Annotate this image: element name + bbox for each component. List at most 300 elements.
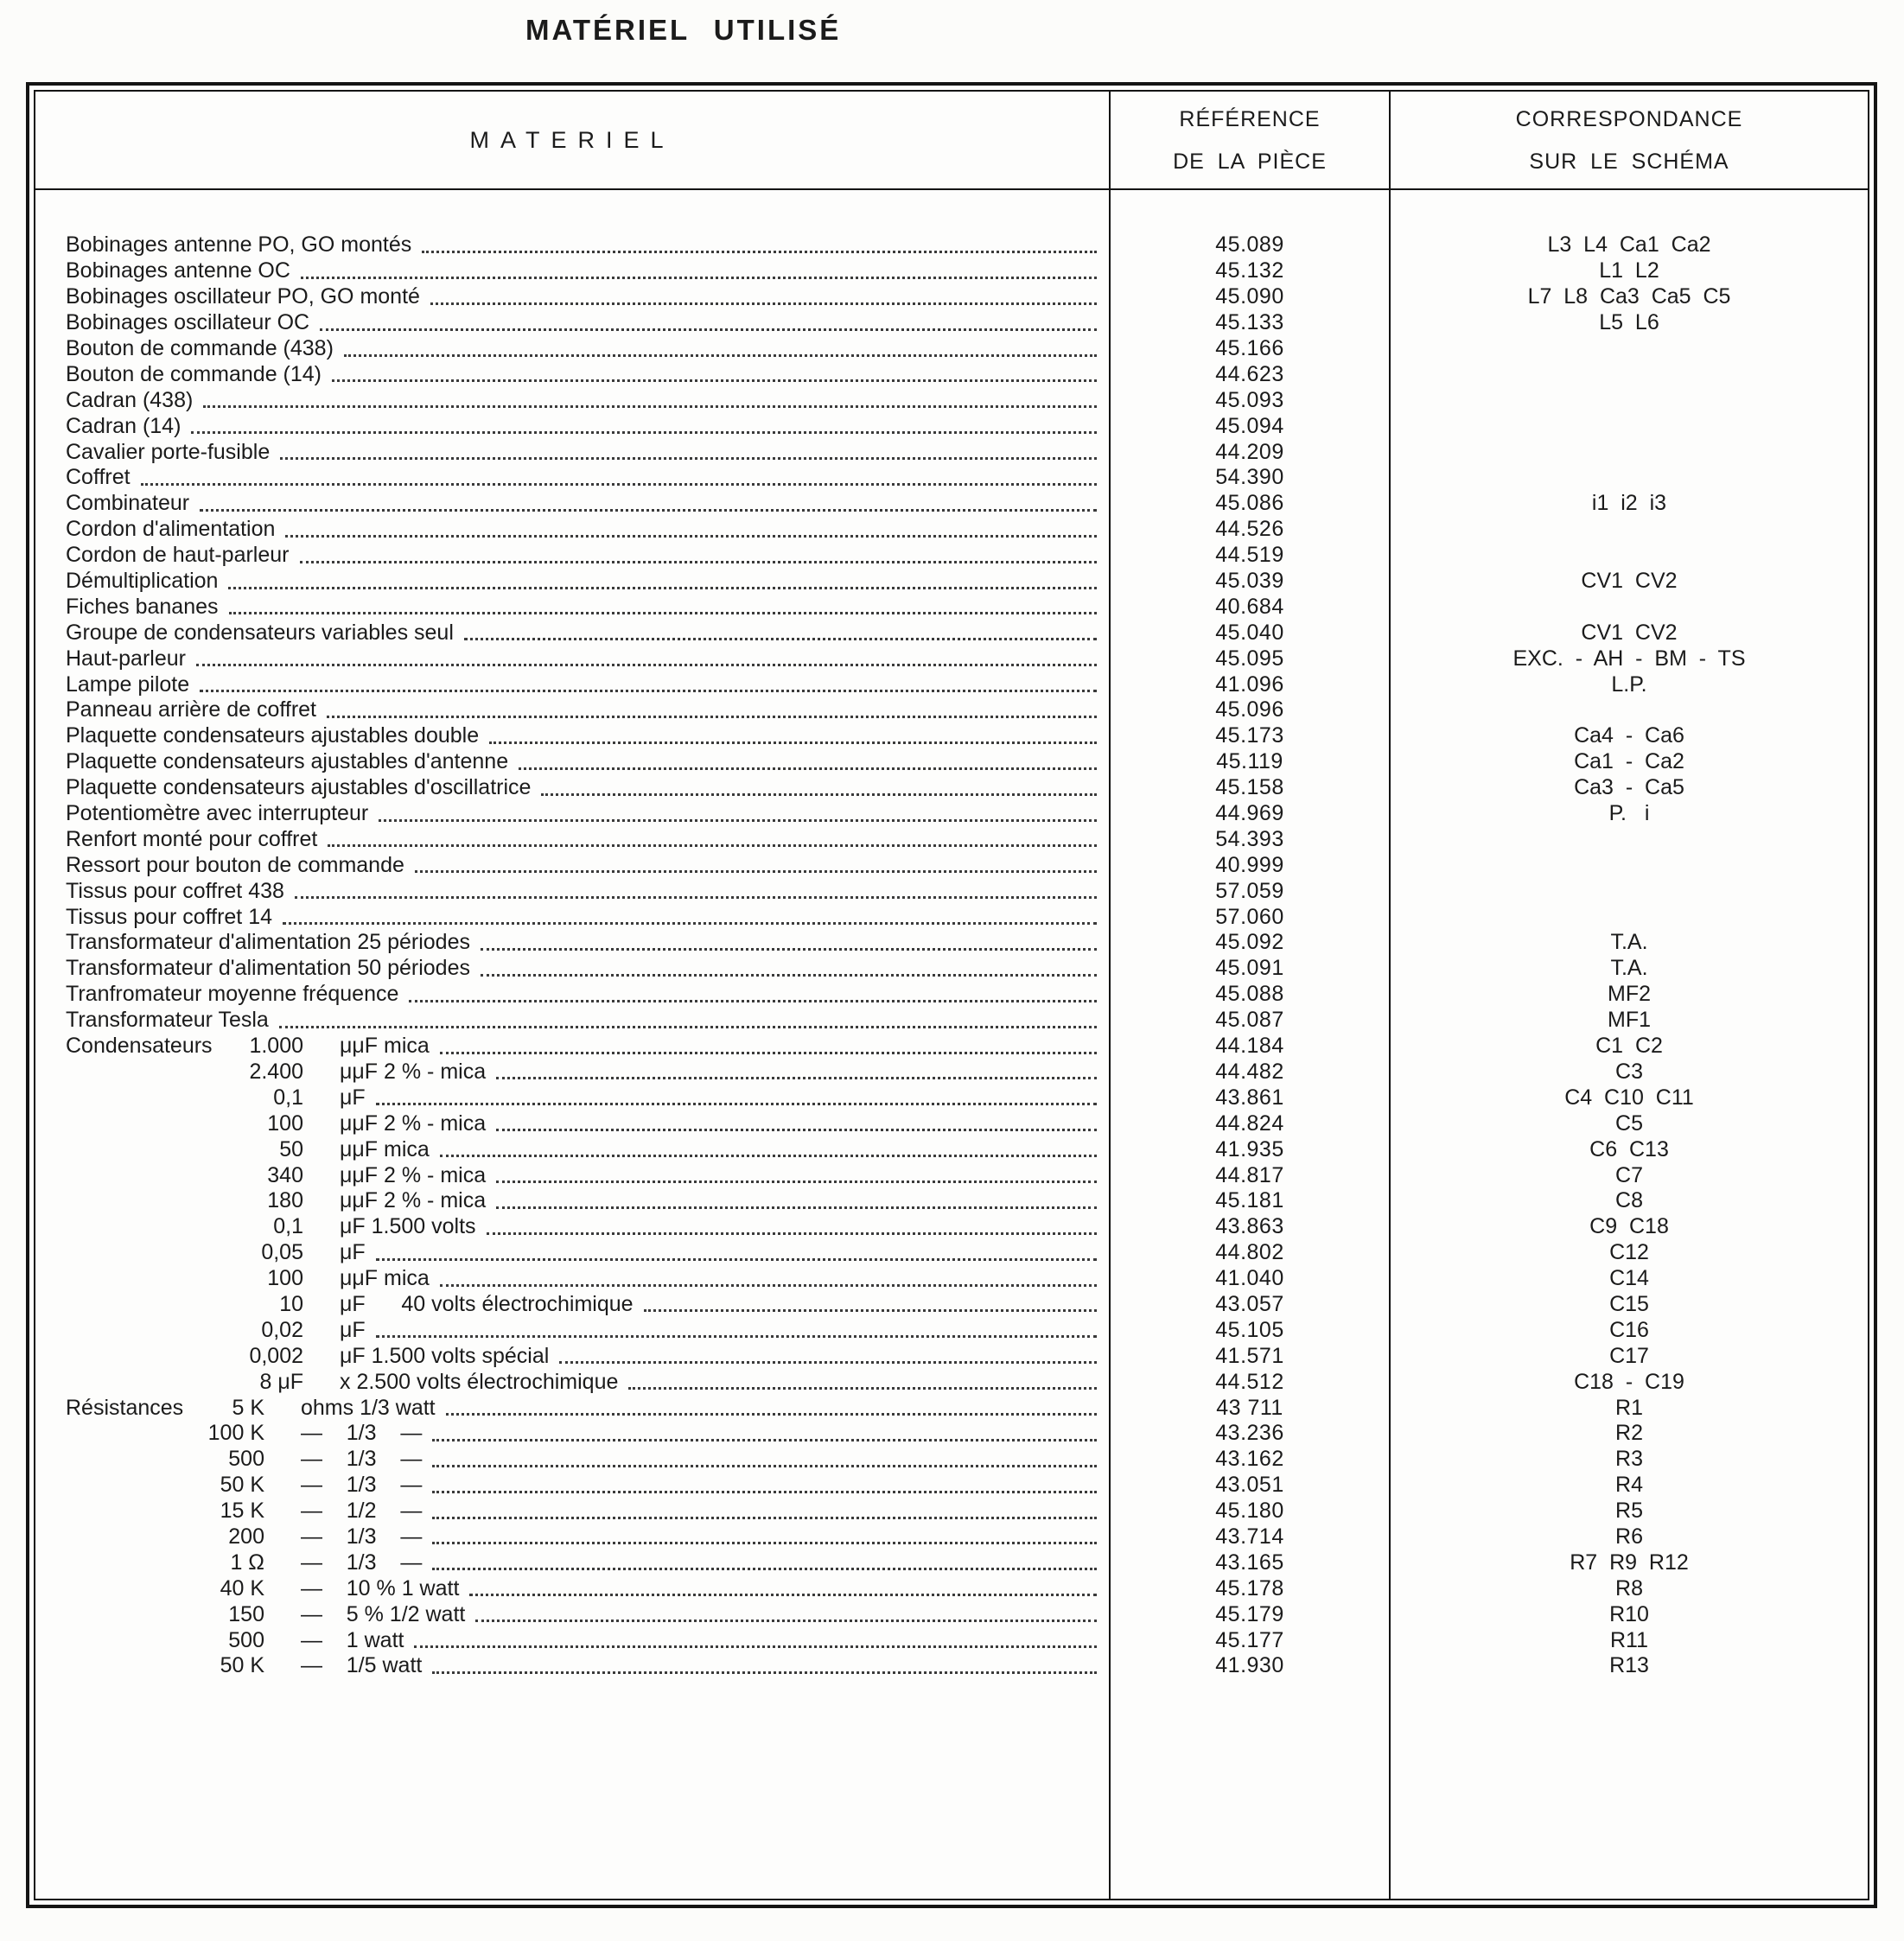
row-reference: 45.087 <box>1215 1008 1284 1033</box>
row-value: 0,1 <box>273 1214 303 1239</box>
row-reference: 43.861 <box>1215 1085 1284 1110</box>
row-materiel-cell <box>35 1008 1109 1033</box>
row-materiel-cell <box>35 1137 1109 1162</box>
row-schema: C3 <box>1615 1059 1643 1084</box>
dotted-leader <box>320 315 1097 331</box>
row-reference: 41.935 <box>1215 1136 1284 1161</box>
row-schema: P. i <box>1608 801 1650 826</box>
row-value: 0,05 <box>261 1240 303 1265</box>
row-materiel-cell <box>35 982 1109 1007</box>
row-materiel-cell <box>35 1344 1109 1369</box>
table-row <box>35 336 1868 362</box>
row-description: — 1/3 — <box>301 1473 423 1498</box>
row-value: 180 <box>267 1188 303 1213</box>
row-materiel-cell <box>35 1499 1109 1524</box>
row-materiel-cell <box>35 1524 1109 1550</box>
dotted-leader <box>440 1271 1097 1287</box>
dotted-leader <box>196 651 1097 666</box>
row-schema: Ca4 - Ca6 <box>1574 723 1684 748</box>
row-reference: 45.039 <box>1215 569 1284 594</box>
dotted-leader <box>300 548 1098 563</box>
row-reference: 45.132 <box>1215 258 1284 283</box>
row-reference: 45.091 <box>1215 956 1284 981</box>
row-reference: 44.184 <box>1215 1034 1284 1059</box>
row-label: Cavalier porte-fusible <box>66 439 271 464</box>
row-value: 40 K <box>220 1575 264 1601</box>
row-reference: 45.086 <box>1215 491 1284 516</box>
dotted-leader <box>229 599 1097 614</box>
table-row <box>35 1447 1868 1473</box>
row-schema: CV1 CV2 <box>1581 620 1678 645</box>
row-materiel-cell <box>35 646 1109 671</box>
row-description: — 1/3 — <box>301 1524 423 1549</box>
row-materiel-cell <box>35 440 1109 465</box>
row-value: 0,02 <box>261 1317 303 1342</box>
dotted-leader <box>327 703 1097 718</box>
row-schema: C6 C13 <box>1589 1136 1669 1161</box>
row-materiel-cell <box>35 1292 1109 1317</box>
table-header-row <box>35 92 1868 188</box>
row-reference: 45.089 <box>1215 232 1284 258</box>
table-row <box>35 284 1868 310</box>
dotted-leader <box>432 1426 1097 1441</box>
dotted-leader <box>430 290 1097 305</box>
row-reference: 45.105 <box>1215 1317 1284 1342</box>
row-label: Tissus pour coffret 14 <box>66 904 273 929</box>
row-label: Tissus pour coffret 438 <box>66 878 284 903</box>
row-reference: 45.119 <box>1216 749 1283 774</box>
row-schema: C14 <box>1609 1266 1649 1291</box>
table-row <box>35 982 1868 1008</box>
row-reference: 41.096 <box>1215 671 1284 697</box>
row-value: 100 K <box>207 1421 264 1446</box>
row-description: μμF 2 % - mica <box>340 1059 487 1084</box>
table-row <box>35 1111 1868 1136</box>
table-row <box>35 1369 1868 1395</box>
row-reference: 45.178 <box>1215 1575 1284 1601</box>
dotted-leader <box>432 1452 1097 1467</box>
table-row <box>35 723 1868 749</box>
row-schema: R11 <box>1609 1627 1648 1652</box>
row-materiel-cell <box>35 1111 1109 1136</box>
table-body <box>35 190 1868 1899</box>
table-row <box>35 1550 1868 1575</box>
row-materiel-cell <box>35 905 1109 930</box>
row-description: — 1/3 — <box>301 1447 423 1472</box>
table-row <box>35 671 1868 697</box>
row-schema: R4 <box>1615 1473 1643 1498</box>
row-materiel-cell <box>35 879 1109 904</box>
table-row <box>35 439 1868 465</box>
row-schema: EXC. - AH - BM - TS <box>1512 646 1746 671</box>
dotted-leader <box>415 857 1097 873</box>
row-schema: L5 L6 <box>1599 310 1659 335</box>
table-row <box>35 387 1868 413</box>
row-label: Ressort pour bouton de commande <box>66 852 404 877</box>
dotted-leader <box>481 961 1097 977</box>
row-value: 500 <box>228 1627 264 1652</box>
table-row <box>35 361 1868 387</box>
row-description: x 2.500 volts électrochimique <box>340 1369 619 1394</box>
row-reference: 44.824 <box>1215 1111 1284 1136</box>
row-reference: 45.093 <box>1215 387 1284 412</box>
dotted-leader <box>481 935 1097 951</box>
row-label: Bouton de commande (438) <box>66 336 334 360</box>
dotted-leader <box>446 1400 1097 1416</box>
row-schema: R13 <box>1609 1653 1649 1678</box>
row-materiel-cell <box>35 697 1109 722</box>
dotted-leader <box>200 677 1097 692</box>
row-value: 8 μF <box>259 1369 303 1394</box>
table-row <box>35 517 1868 543</box>
row-description: — 1/5 watt <box>301 1653 423 1678</box>
row-materiel-cell <box>35 775 1109 800</box>
row-label: Coffret <box>66 465 131 490</box>
row-materiel-cell <box>35 595 1109 620</box>
table-row <box>35 775 1868 801</box>
row-label: Cordon de haut-parleur <box>66 543 290 568</box>
col-header-materiel: MATERIEL <box>469 126 675 153</box>
row-schema: T.A. <box>1610 930 1648 955</box>
row-label: Groupe de condensateurs variables seul <box>66 620 454 645</box>
dotted-leader <box>541 780 1097 796</box>
row-reference: 40.684 <box>1215 594 1284 619</box>
dotted-leader <box>487 1219 1097 1235</box>
dotted-leader <box>489 729 1097 744</box>
row-reference: 45.096 <box>1215 697 1284 722</box>
row-reference: 44.969 <box>1215 801 1284 826</box>
row-group-label: Condensateurs <box>66 1034 213 1059</box>
row-reference: 45.181 <box>1215 1188 1284 1213</box>
table-row <box>35 1292 1868 1318</box>
row-label: Transformateur d'alimentation 50 périodes <box>66 956 470 981</box>
row-value: 50 <box>279 1136 303 1161</box>
row-schema: C18 - C19 <box>1574 1369 1684 1394</box>
row-value: 100 <box>267 1266 303 1291</box>
table-row <box>35 749 1868 775</box>
row-materiel-cell <box>35 1653 1109 1678</box>
row-materiel-cell <box>35 336 1109 361</box>
dotted-leader <box>279 1013 1097 1028</box>
row-materiel-cell <box>35 1550 1109 1575</box>
row-reference: 43.236 <box>1215 1421 1284 1446</box>
row-materiel-cell <box>35 232 1109 258</box>
row-reference: 44.817 <box>1215 1162 1284 1187</box>
table-row <box>35 1085 1868 1111</box>
row-label: Plaquette condensateurs ajustables d'oscillatrice <box>66 775 532 800</box>
row-label: Potentiomètre avec interrupteur <box>66 801 369 826</box>
row-label: Cadran (14) <box>66 413 181 438</box>
row-materiel-cell <box>35 1370 1109 1395</box>
table-row <box>35 878 1868 904</box>
row-description: — 1 watt <box>301 1627 404 1652</box>
row-value: 340 <box>267 1162 303 1187</box>
row-reference: 45.090 <box>1215 284 1284 309</box>
row-schema: R8 <box>1615 1575 1643 1601</box>
row-reference: 45.177 <box>1215 1627 1284 1652</box>
dotted-leader <box>376 1245 1097 1261</box>
row-schema: R1 <box>1615 1395 1643 1420</box>
row-value: 5 K <box>232 1395 264 1420</box>
row-description: μF 1.500 volts spécial <box>340 1343 550 1368</box>
dotted-leader <box>422 238 1097 253</box>
row-value: 500 <box>228 1447 264 1472</box>
dotted-leader <box>228 574 1097 589</box>
row-reference: 45.173 <box>1215 723 1284 748</box>
col-header-reference <box>1109 92 1391 188</box>
table-row <box>35 1240 1868 1266</box>
row-materiel-cell <box>35 749 1109 774</box>
row-materiel-cell <box>35 853 1109 878</box>
row-reference: 45.166 <box>1215 336 1284 360</box>
dotted-leader <box>440 1039 1097 1054</box>
dotted-leader <box>141 470 1097 486</box>
table-row <box>35 801 1868 827</box>
row-group-label: Résistances <box>66 1395 184 1420</box>
row-materiel-cell <box>35 1602 1109 1627</box>
dotted-leader <box>414 1632 1097 1648</box>
dotted-leader <box>280 444 1097 460</box>
col-header-reference-line2: DE LA PIÈCE <box>1173 150 1327 174</box>
row-materiel-cell <box>35 1214 1109 1239</box>
dotted-leader <box>496 1064 1097 1079</box>
row-label: Bobinages oscillateur PO, GO monté <box>66 284 420 309</box>
row-description: — 1/3 — <box>301 1550 423 1575</box>
row-description: μμF 2 % - mica <box>340 1111 487 1136</box>
table-row <box>35 646 1868 671</box>
row-reference: 43.057 <box>1215 1291 1284 1316</box>
dotted-leader <box>496 1116 1097 1131</box>
dotted-leader <box>496 1193 1097 1209</box>
dotted-leader <box>283 909 1097 925</box>
row-materiel-cell <box>35 1034 1109 1059</box>
table-row <box>35 413 1868 439</box>
row-materiel-cell <box>35 414 1109 439</box>
row-reference: 54.393 <box>1215 826 1284 851</box>
row-reference: 45.094 <box>1215 413 1284 438</box>
row-label: Lampe pilote <box>66 671 190 697</box>
table-row <box>35 1034 1868 1060</box>
dotted-leader <box>191 418 1097 434</box>
row-materiel-cell <box>35 362 1109 387</box>
row-schema: C12 <box>1609 1240 1649 1265</box>
row-materiel-cell <box>35 569 1109 594</box>
row-description: — 5 % 1/2 watt <box>301 1601 466 1626</box>
row-schema: C8 <box>1615 1188 1643 1213</box>
row-label: Haut-parleur <box>66 646 186 671</box>
row-description: μμF 2 % - mica <box>340 1162 487 1187</box>
row-label: Démultiplication <box>66 569 219 594</box>
table-row <box>35 1627 1868 1653</box>
row-label: Plaquette condensateurs ajustables double <box>66 723 480 748</box>
row-label: Plaquette condensateurs ajustables d'antenne <box>66 749 509 774</box>
table-row <box>35 1601 1868 1627</box>
row-label: Bouton de commande (14) <box>66 361 322 386</box>
row-value: 200 <box>228 1524 264 1549</box>
row-schema: C9 C18 <box>1589 1214 1669 1239</box>
row-schema: L7 L8 Ca3 Ca5 C5 <box>1527 284 1731 309</box>
row-materiel-cell <box>35 801 1109 826</box>
row-label: Combinateur <box>66 491 190 516</box>
row-materiel-cell <box>35 930 1109 955</box>
row-materiel-cell <box>35 310 1109 335</box>
row-schema: R5 <box>1615 1499 1643 1524</box>
row-materiel-cell <box>35 1576 1109 1601</box>
row-materiel-cell <box>35 517 1109 542</box>
row-materiel-cell <box>35 1266 1109 1291</box>
row-description: μF 1.500 volts <box>340 1214 476 1239</box>
row-materiel-cell <box>35 465 1109 490</box>
row-materiel-cell <box>35 1318 1109 1343</box>
parts-table <box>26 82 1877 1908</box>
dotted-leader <box>432 1658 1097 1674</box>
table-row <box>35 1214 1868 1240</box>
row-schema: T.A. <box>1610 956 1648 981</box>
row-materiel-cell <box>35 620 1109 646</box>
row-value: 15 K <box>220 1499 264 1524</box>
row-description: μμF 2 % - mica <box>340 1188 487 1213</box>
dotted-leader <box>295 883 1097 899</box>
row-schema: MF2 <box>1608 982 1651 1007</box>
col-header-correspondance-line1: CORRESPONDANCE <box>1515 107 1743 131</box>
table-row <box>35 594 1868 620</box>
row-reference: 45.088 <box>1215 982 1284 1007</box>
row-reference: 54.390 <box>1215 465 1284 490</box>
row-label: Bobinages antenne PO, GO montés <box>66 232 412 258</box>
row-schema: Ca3 - Ca5 <box>1574 775 1684 800</box>
table-row <box>35 1317 1868 1343</box>
row-reference: 43 711 <box>1216 1395 1283 1420</box>
table-row <box>35 1524 1868 1550</box>
table-row <box>35 258 1868 284</box>
row-reference: 45.133 <box>1215 310 1284 335</box>
row-reference: 44.209 <box>1215 439 1284 464</box>
row-materiel-cell <box>35 1421 1109 1446</box>
dotted-leader <box>644 1296 1097 1312</box>
row-label: Tranfromateur moyenne fréquence <box>66 982 399 1007</box>
dotted-leader <box>559 1348 1097 1364</box>
table-row <box>35 1473 1868 1499</box>
row-value: 1.000 <box>249 1034 303 1059</box>
row-materiel-cell <box>35 284 1109 309</box>
row-reference: 57.060 <box>1215 904 1284 929</box>
row-description: μμF mica <box>340 1266 430 1291</box>
dotted-leader <box>519 754 1097 770</box>
dotted-leader <box>432 1478 1097 1493</box>
row-reference: 57.059 <box>1215 878 1284 903</box>
row-materiel-cell <box>35 258 1109 283</box>
row-description: — 1/2 — <box>301 1499 423 1524</box>
table-row <box>35 930 1868 956</box>
row-materiel-cell <box>35 956 1109 981</box>
row-reference: 45.095 <box>1215 646 1284 671</box>
row-label: Bobinages antenne OC <box>66 258 290 283</box>
table-row <box>35 852 1868 878</box>
col-header-reference-line1: RÉFÉRENCE <box>1179 107 1321 131</box>
table-row <box>35 956 1868 982</box>
row-reference: 44.623 <box>1215 361 1284 386</box>
row-value: 1 Ω <box>230 1550 264 1575</box>
col-header-correspondance-line2: SUR LE SCHÉMA <box>1529 150 1729 174</box>
dotted-leader <box>332 366 1097 382</box>
table-row <box>35 1653 1868 1679</box>
page-title: MATÉRIEL UTILISÉ <box>525 14 842 46</box>
row-reference: 44.512 <box>1215 1369 1284 1394</box>
table-row <box>35 1395 1868 1421</box>
row-schema: L.P. <box>1611 671 1647 697</box>
row-description: μF <box>340 1317 366 1342</box>
table-row <box>35 1343 1868 1369</box>
row-value: 0,002 <box>249 1343 303 1368</box>
dotted-leader <box>344 341 1097 357</box>
table-row <box>35 904 1868 930</box>
row-materiel-cell <box>35 1085 1109 1111</box>
row-schema: C16 <box>1609 1317 1649 1342</box>
row-reference: 44.482 <box>1215 1059 1284 1084</box>
row-schema: L1 L2 <box>1599 258 1659 283</box>
row-materiel-cell <box>35 388 1109 413</box>
dotted-leader <box>200 496 1097 512</box>
row-description: μF 40 volts électrochimique <box>340 1291 634 1316</box>
table-row <box>35 491 1868 517</box>
row-materiel-cell <box>35 1060 1109 1085</box>
row-label: Fiches bananes <box>66 594 219 619</box>
row-label: Cordon d'alimentation <box>66 517 276 542</box>
row-reference: 45.040 <box>1215 620 1284 645</box>
row-reference: 41.930 <box>1215 1653 1284 1678</box>
table-row <box>35 1266 1868 1292</box>
table-row <box>35 826 1868 852</box>
dotted-leader <box>475 1607 1097 1622</box>
row-reference: 43.162 <box>1215 1447 1284 1472</box>
row-materiel-cell <box>35 543 1109 568</box>
row-schema: i1 i2 i3 <box>1591 491 1667 516</box>
row-materiel-cell <box>35 1163 1109 1188</box>
row-description: μF <box>340 1240 366 1265</box>
row-reference: 41.040 <box>1215 1266 1284 1291</box>
table-row <box>35 1421 1868 1447</box>
row-label: Renfort monté pour coffret <box>66 826 318 851</box>
row-reference: 44.519 <box>1215 543 1284 568</box>
dotted-leader <box>432 1529 1097 1544</box>
row-reference: 44.802 <box>1215 1240 1284 1265</box>
table-row <box>35 1499 1868 1524</box>
row-materiel-cell <box>35 1396 1109 1421</box>
row-description: — 10 % 1 watt <box>301 1575 460 1601</box>
row-schema: C15 <box>1609 1291 1649 1316</box>
dotted-leader <box>376 1090 1097 1105</box>
table-row <box>35 1060 1868 1085</box>
row-materiel-cell <box>35 827 1109 852</box>
table-row <box>35 1008 1868 1034</box>
row-materiel-cell <box>35 672 1109 697</box>
row-description: μF <box>340 1085 366 1110</box>
dotted-leader <box>379 806 1097 822</box>
row-materiel-cell <box>35 1473 1109 1498</box>
row-reference: 43.863 <box>1215 1214 1284 1239</box>
row-label: Bobinages oscillateur OC <box>66 310 310 335</box>
row-materiel-cell <box>35 1188 1109 1213</box>
row-reference: 43.051 <box>1215 1473 1284 1498</box>
dotted-leader <box>432 1504 1097 1519</box>
col-header-correspondance <box>1391 92 1868 188</box>
row-value: 10 <box>279 1291 303 1316</box>
table-row <box>35 697 1868 723</box>
parts-table-inner-border <box>34 90 1869 1900</box>
dotted-leader <box>376 1322 1097 1338</box>
row-schema: C1 C2 <box>1595 1034 1663 1059</box>
dotted-leader <box>440 1142 1097 1157</box>
